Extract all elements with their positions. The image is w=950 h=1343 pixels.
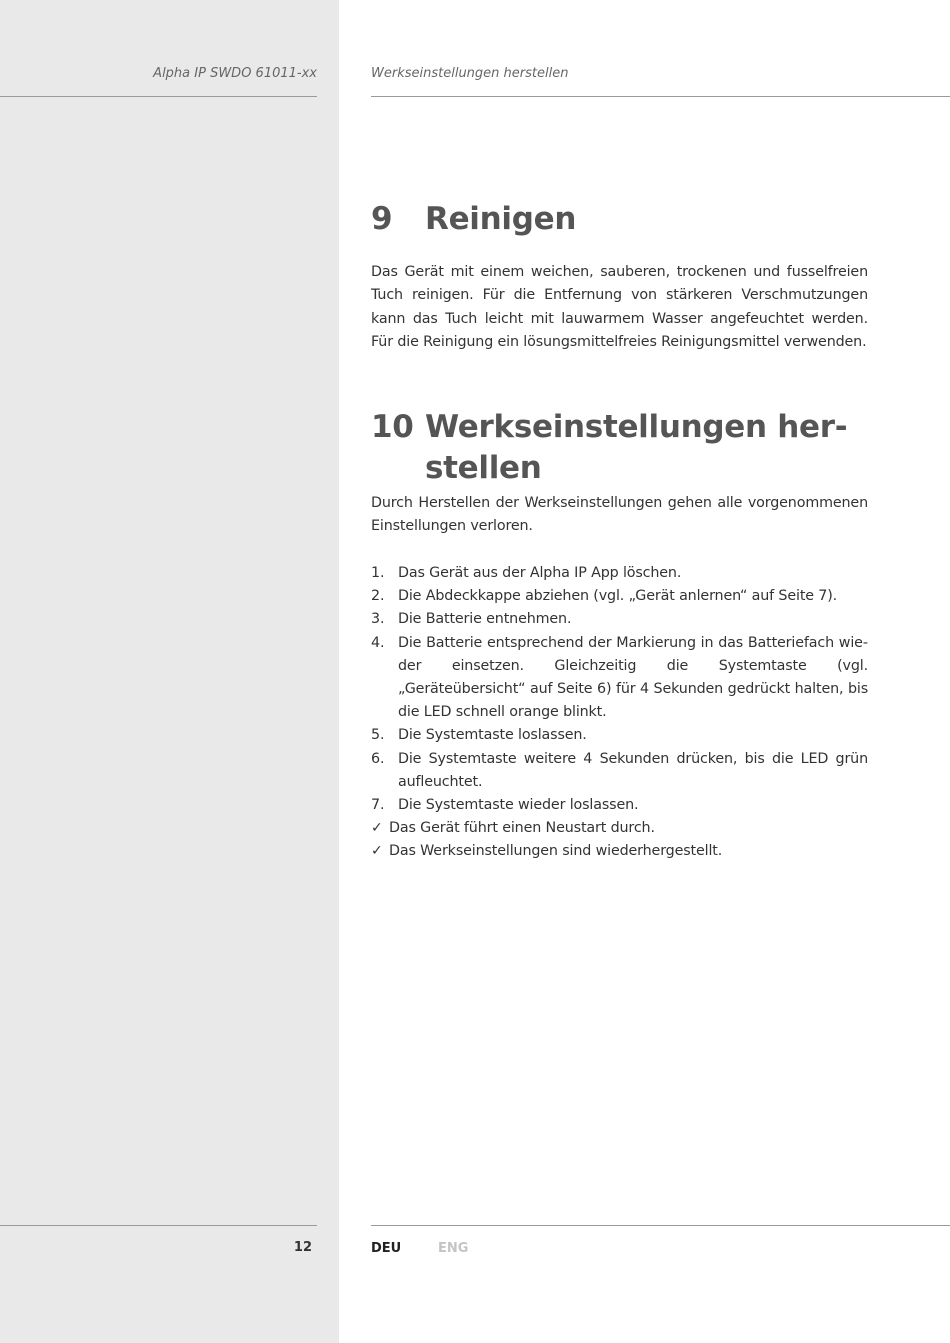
step-text: Die Systemtaste wieder loslassen.: [398, 797, 639, 814]
step-item: [371, 608, 868, 631]
step-number: 5.: [371, 727, 385, 744]
step-item: [371, 585, 868, 608]
section-10-heading: [371, 407, 868, 489]
result-item: [371, 840, 868, 863]
header-rule-right: [371, 96, 950, 97]
step-text: Die Abdeckkappe abziehen (vgl. „Gerät anlernen“ auf Seite 7).: [398, 588, 838, 605]
page-number: 12: [293, 1240, 312, 1255]
header-rule-left: [0, 96, 317, 97]
step-text: Das Gerät aus der Alpha IP App löschen.: [398, 565, 682, 581]
section-10-title: Werkseinstellungen herstellen: [425, 409, 848, 486]
section-9-title: Reinigen: [425, 201, 577, 237]
step-number: 2.: [371, 588, 385, 605]
step-number: 4.: [371, 634, 385, 651]
step-text: Die Batterie entnehmen.: [398, 611, 572, 628]
footer-rule-right: [371, 1225, 950, 1226]
result-item: [371, 817, 868, 840]
step-item: [371, 562, 868, 585]
step-text: Die Systemtaste weitere 4 Sekunden drücken, bis die LED grün aufleuchtet.: [398, 750, 868, 790]
step-item: [371, 748, 868, 794]
step-item: [371, 632, 868, 725]
step-text: Die Batterie entsprechend der Markierung in das Batteriefach wieder einsetzen. Gleichzeitig die Systemtaste (vgl. „Geräteübersicht“ auf Seite 6) für 4 Sekunden gedrückt halten, bis die LED schnell orange blinkt.: [398, 634, 868, 721]
section-10-paragraph: Durch Herstellen der Werkseinstellungen gehen alle vorgenommenen Einstellungen verloren.: [371, 495, 868, 535]
section-9-paragraph: Das Gerät mit einem weichen, sauberen, trockenen und fusselfreien Tuch reinigen. Für die Entfernung von stärkeren Verschmutzungen kann das Tuch leicht mit lauwarmem Wasser angefeuchtet werden. Für die Reinigung ein lösungsmittelfreies Reinigungsmittel verwenden.: [371, 264, 868, 350]
step-number: 6.: [371, 750, 385, 767]
footer-rule-left: [0, 1225, 317, 1226]
checkmark-icon: ✓: [371, 843, 383, 860]
step-number: 7.: [371, 797, 385, 814]
step-number: 1.: [371, 565, 385, 581]
left-margin-panel: [0, 0, 339, 1343]
header-product-name: Alpha IP SWDO 61011-xx: [153, 66, 317, 81]
factory-reset-steps: [371, 562, 868, 864]
section-9-heading: [371, 199, 868, 240]
result-text: Das Werkseinstellungen sind wiederhergestellt.: [389, 843, 723, 860]
section-10-number: 10: [371, 409, 414, 445]
step-item: [371, 724, 868, 747]
language-eng-inactive: ENG: [438, 1241, 469, 1256]
header-section-title: Werkseinstellungen herstellen: [371, 66, 569, 81]
language-deu-active: DEU: [371, 1241, 402, 1256]
step-text: Die Systemtaste loslassen.: [398, 727, 587, 744]
step-number: 3.: [371, 611, 385, 628]
step-item: [371, 794, 868, 817]
checkmark-icon: ✓: [371, 820, 383, 837]
section-9-number: 9: [371, 201, 393, 237]
result-text: Das Gerät führt einen Neustart durch.: [389, 820, 655, 837]
